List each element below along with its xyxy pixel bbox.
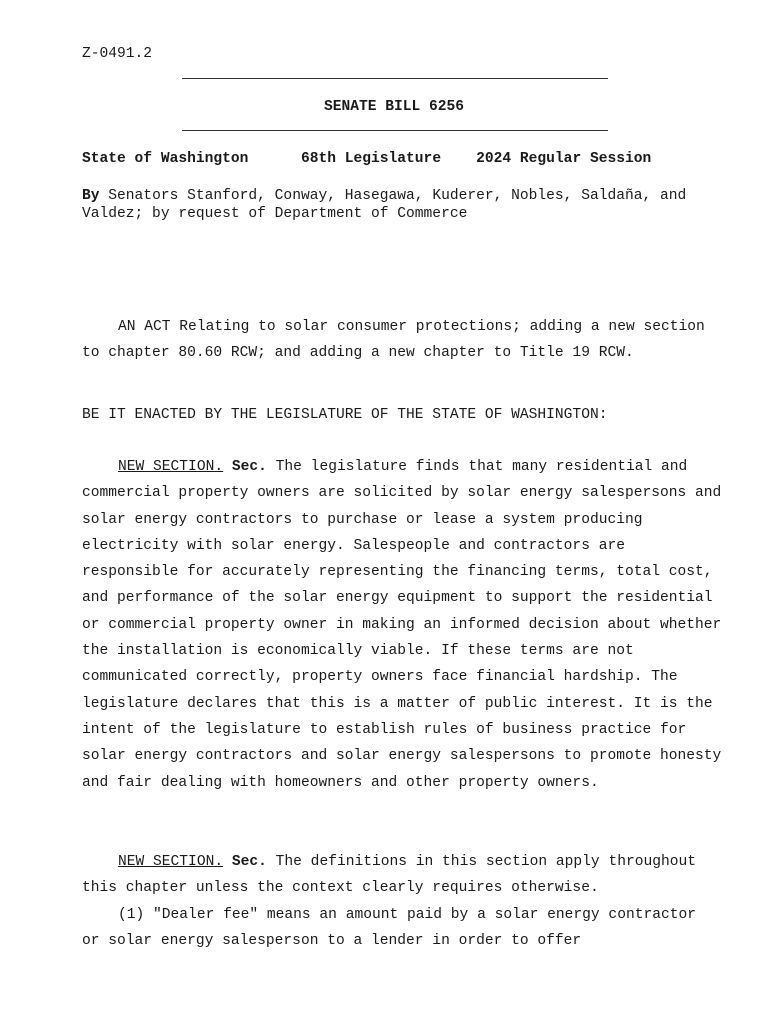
- title-rule-top: [182, 78, 608, 79]
- section-2: [82, 849, 722, 954]
- bill-title: SENATE BILL 6256: [323, 99, 465, 115]
- section-1-text: The legislature finds that many residential and commercial property owners are solicited by solar energy salespersons and solar energy contractors to purchase or lease a system producing electricity with solar energy. Salespeople and contractors are responsible for accurately representing the financing terms, total cost, and performance of the solar energy equipment to support the residential or commercial property owner in making an informed decision about whether the installation is economically viable. If these terms are not communicated correctly, property owners face financial hardship. The legislature declares that this is a matter of public interest. It is the intent of the legislature to establish rules of business practice for solar energy contractors and solar energy salespersons to promote honesty and fair dealing with homeowners and other property owners.: [82, 459, 722, 791]
- title-rule-bottom: [182, 130, 608, 131]
- section-2-sec: Sec.: [231, 854, 267, 870]
- session-line: [82, 151, 651, 167]
- state-name: State of Washington: [82, 151, 249, 167]
- sponsors: [82, 187, 722, 223]
- section-2-label: NEW SECTION.: [118, 854, 224, 870]
- sponsors-text: Senators Stanford, Conway, Hasegawa, Kuderer, Nobles, Saldaña, and Valdez; by request of Department of Commerce: [82, 188, 687, 222]
- enacting-clause: BE IT ENACTED BY THE LEGISLATURE OF THE STATE OF WASHINGTON:: [82, 407, 608, 423]
- section-1: [82, 454, 722, 796]
- act-text: AN ACT Relating to solar consumer protections; adding a new section to chapter 80.60 RCW; and adding a new chapter to Title 19 RCW.: [82, 319, 705, 362]
- section-1-sec: Sec.: [231, 459, 267, 475]
- legislature-number: 68th Legislature: [300, 151, 442, 167]
- section-1-label: NEW SECTION.: [118, 459, 224, 475]
- act-title: [82, 314, 722, 367]
- section-2-subsection-1: (1) "Dealer fee" means an amount paid by a solar energy contractor or solar energy salesperson to a lender in order to offer: [82, 906, 697, 949]
- section-2-text: The definitions in this section apply throughout this chapter unless the context clearly requires otherwise.: [82, 854, 697, 897]
- document-id: Z-0491.2: [82, 46, 153, 62]
- sponsors-label: By: [82, 188, 100, 204]
- session-name: 2024 Regular Session: [476, 151, 652, 167]
